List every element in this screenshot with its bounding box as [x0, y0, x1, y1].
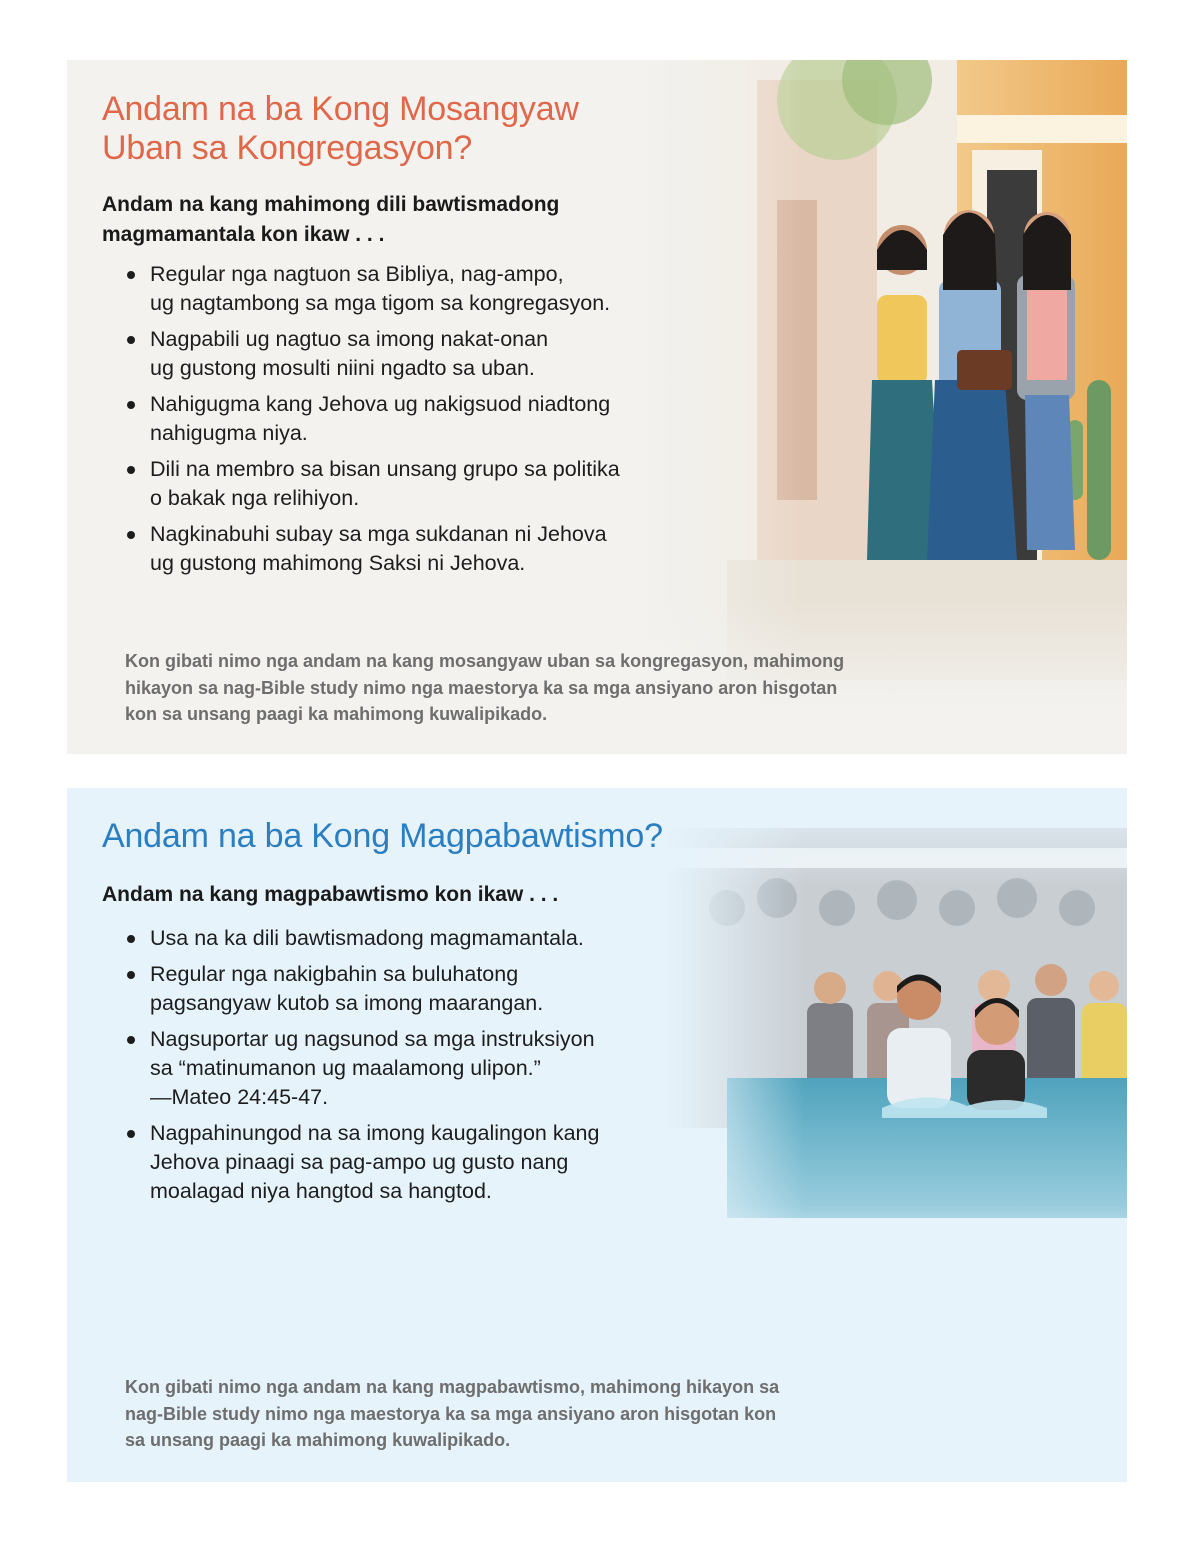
list-item: [125, 260, 685, 318]
bullet-icon: [127, 336, 135, 344]
section-title: Andam na ba Kong Magpabawtismo?: [102, 817, 663, 855]
item-line: Nagpahinungod na sa imong kaugalingon kang: [150, 1121, 600, 1145]
item-line: Regular nga nagtuon sa Bibliya, nag-ampo,: [150, 262, 564, 286]
list-item: [125, 1025, 655, 1112]
section-intro: [102, 190, 559, 250]
intro-line: magmamantala kon ikaw . . .: [102, 223, 385, 246]
item-line: Regular nga nakigbahin sa buluhatong: [150, 962, 519, 986]
item-line: Dili na membro sa bisan unsang grupo sa politika: [150, 457, 620, 481]
bullet-icon: [127, 401, 135, 409]
item-line: pagsangyaw kutob sa imong maarangan.: [150, 991, 544, 1015]
scripture-reference: —Mateo 24:45-47.: [150, 1085, 329, 1109]
item-line: Jehova pinaagi sa pag-ampo ug gusto nang: [150, 1150, 569, 1174]
bullet-icon: [127, 1036, 135, 1044]
item-line: ug nagtambong sa mga tigom sa kongregasyon.: [150, 291, 611, 315]
footnote-line: hikayon sa nag-Bible study nimo nga maestorya ka sa mga ansiyano aron hisgotan: [125, 677, 838, 698]
baptism-readiness-panel: [67, 788, 1127, 1482]
requirements-list: [125, 260, 685, 585]
footnote-line: Kon gibati nimo nga andam na kang mosangyaw uban sa kongregasyon, mahimong: [125, 651, 845, 671]
intro-line: Andam na kang mahimong dili bawtismadong: [102, 193, 560, 216]
list-item: [125, 455, 685, 513]
item-line: Nagsuportar ug nagsunod sa mga instruksiyon: [150, 1027, 595, 1051]
publisher-readiness-panel: [67, 60, 1127, 754]
footnote-line: sa unsang paagi ka mahimong kuwalipikado.: [125, 1430, 511, 1450]
item-line: Nagpabili ug nagtuo sa imong nakat-onan: [150, 327, 549, 351]
title-line: Andam na ba Kong Mosangyaw: [102, 90, 579, 128]
item-line: o bakak nga relihiyon.: [150, 486, 360, 510]
list-item: [125, 924, 655, 953]
item-line: ug gustong mahimong Saksi ni Jehova.: [150, 551, 526, 575]
requirements-list: [125, 924, 655, 1213]
list-item: [125, 325, 685, 383]
item-line: Nahigugma kang Jehova ug nakigsuod niadtong: [150, 392, 611, 416]
bullet-icon: [127, 531, 135, 539]
section-footnote: [125, 1374, 885, 1454]
title-line: Uban sa Kongregasyon?: [102, 129, 473, 167]
section-intro: Andam na kang magpabawtismo kon ikaw . . .: [102, 883, 559, 906]
bullet-icon: [127, 971, 135, 979]
item-line: nahigugma niya.: [150, 421, 308, 445]
item-line: sa “matinumanon ug maalamong ulipon.”: [150, 1056, 541, 1080]
footnote-line: kon sa unsang paagi ka mahimong kuwalipikado.: [125, 704, 548, 724]
list-item: [125, 390, 685, 448]
list-item: [125, 520, 685, 578]
section-title: [102, 90, 579, 168]
item-line: Nagkinabuhi subay sa mga sukdanan ni Jehova: [150, 522, 607, 546]
section-footnote: [125, 648, 945, 728]
bullet-icon: [127, 935, 135, 943]
list-item: [125, 960, 655, 1018]
list-item: [125, 1119, 655, 1206]
bullet-icon: [127, 271, 135, 279]
footnote-line: Kon gibati nimo nga andam na kang magpabawtismo, mahimong hikayon sa: [125, 1377, 780, 1397]
footnote-line: nag-Bible study nimo nga maestorya ka sa mga ansiyano aron hisgotan kon: [125, 1403, 777, 1424]
item-line: moalagad niya hangtod sa hangtod.: [150, 1179, 492, 1203]
bullet-icon: [127, 1130, 135, 1138]
item-line: Usa na ka dili bawtismadong magmamantala.: [150, 926, 584, 950]
item-line: ug gustong mosulti niini ngadto sa uban.: [150, 356, 535, 380]
bullet-icon: [127, 466, 135, 474]
